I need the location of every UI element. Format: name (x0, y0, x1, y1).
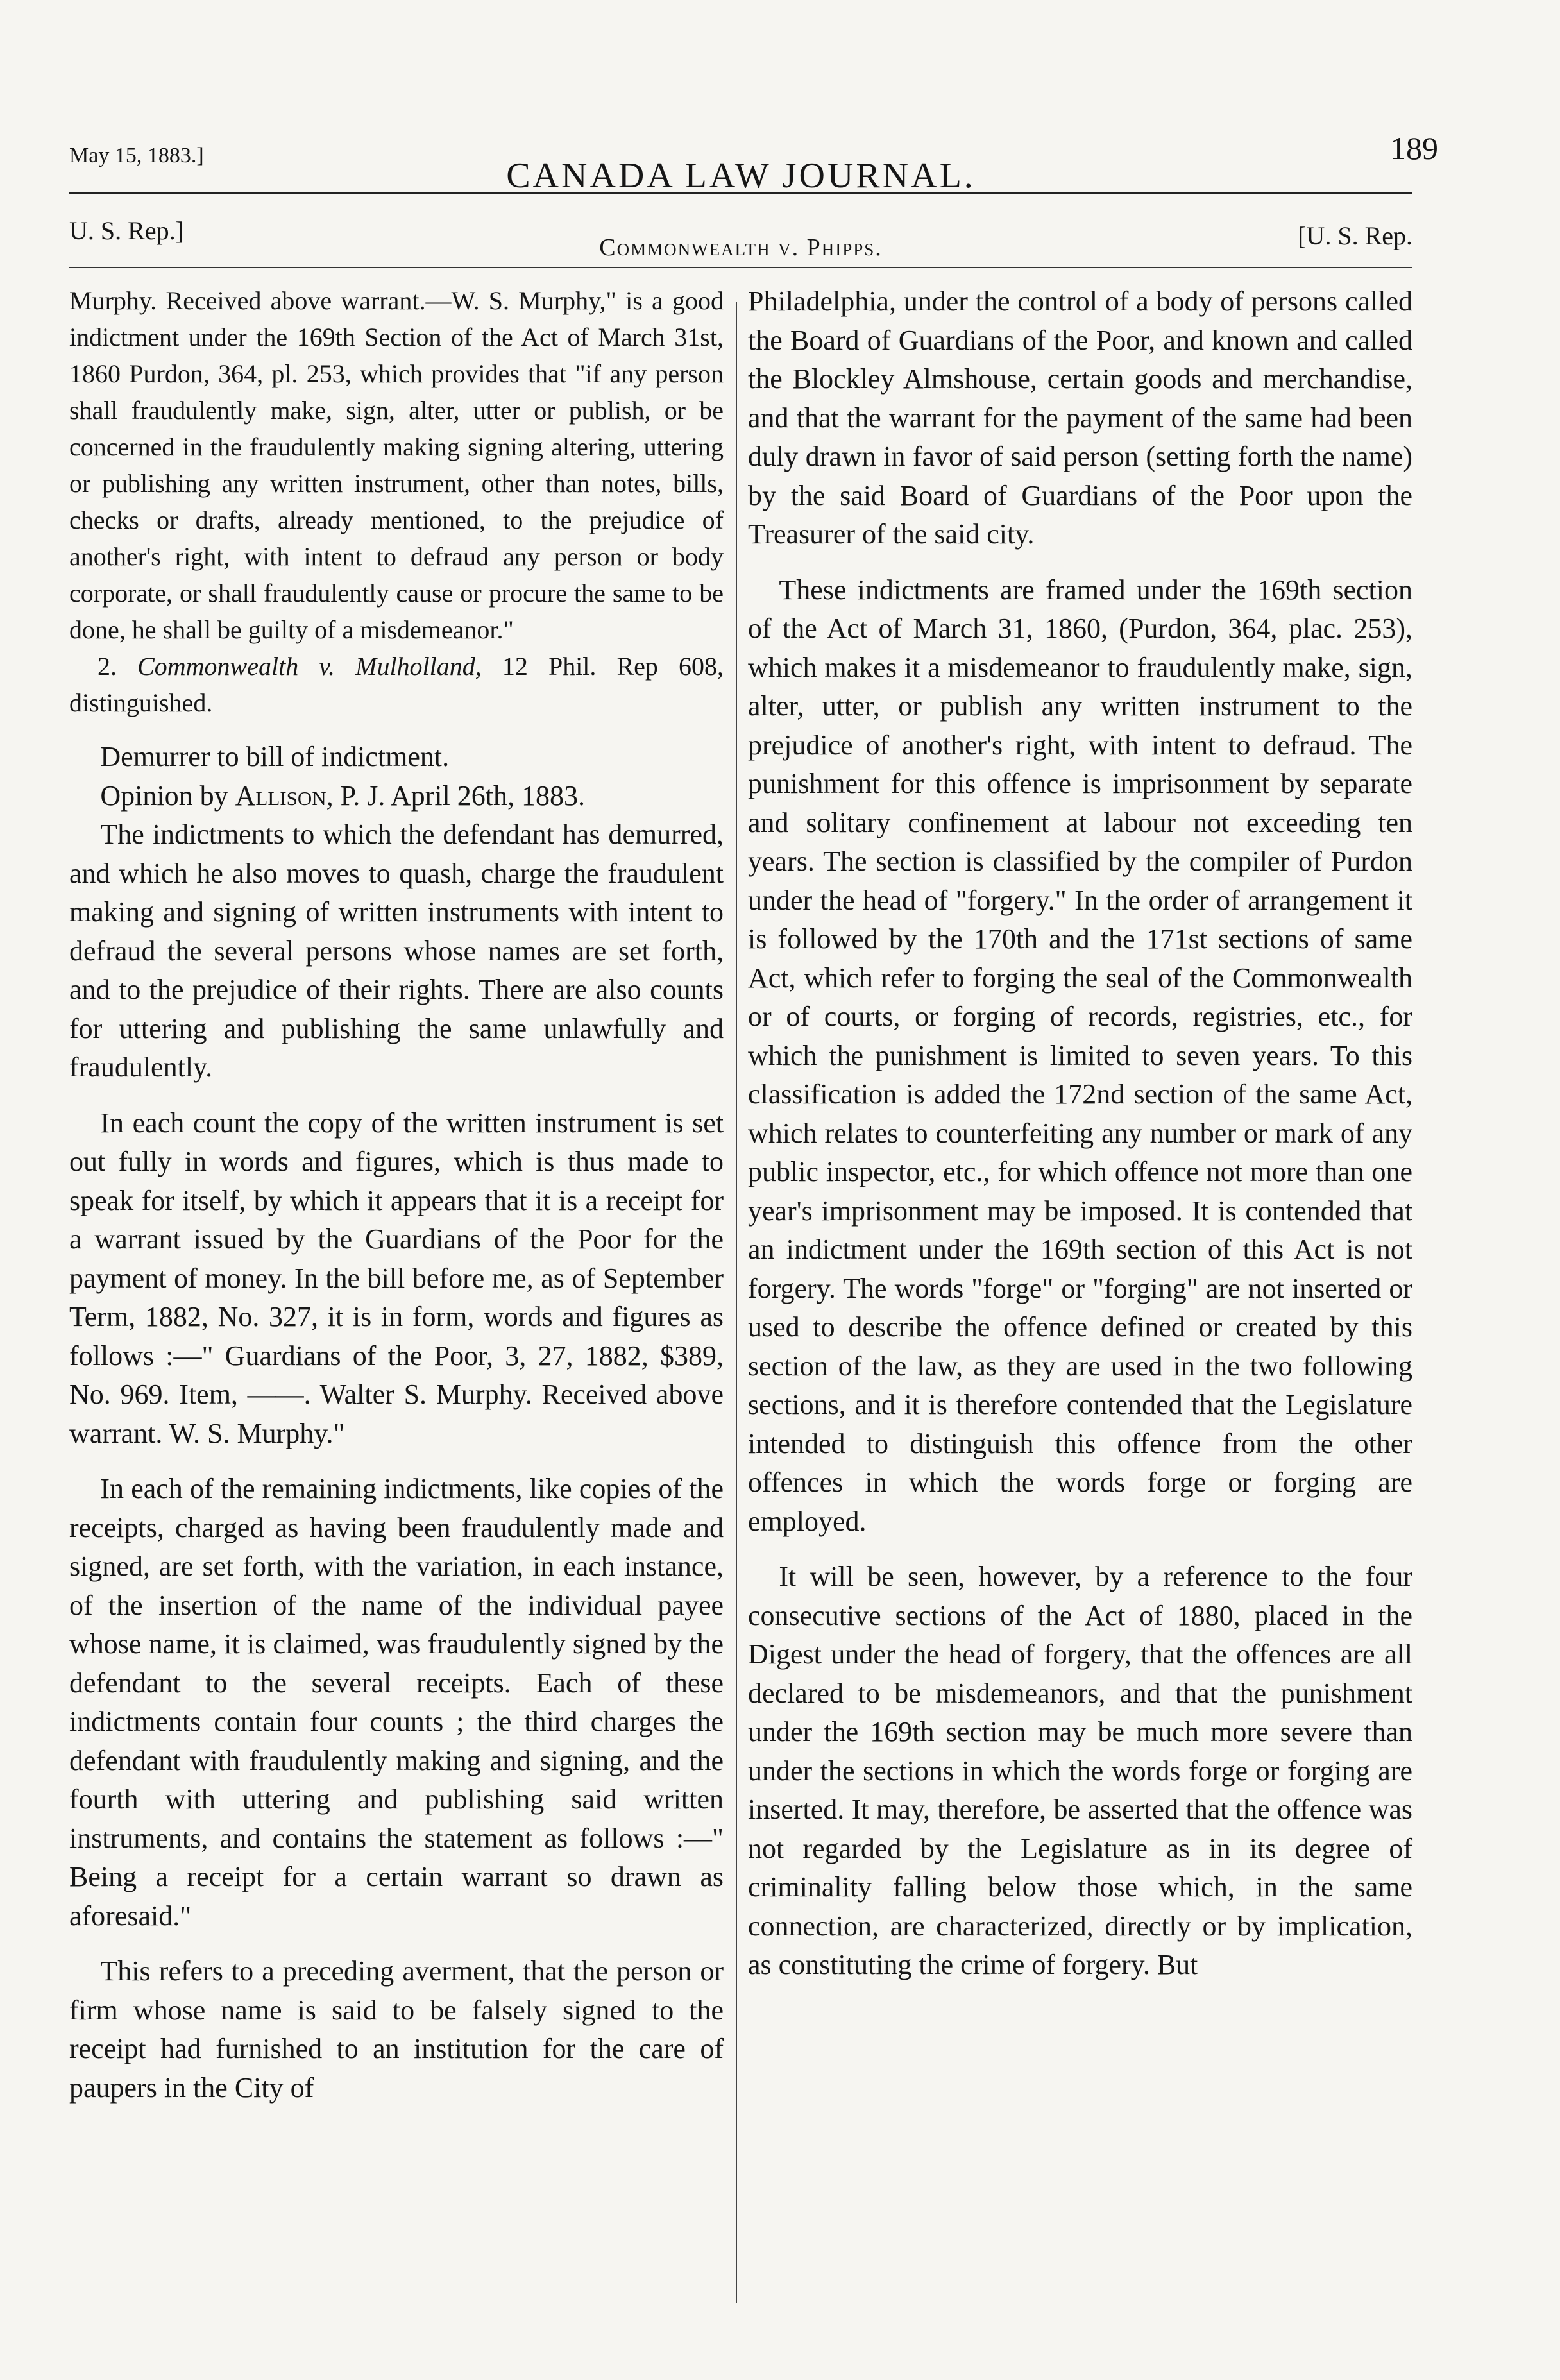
paragraph: In each of the remaining indictments, like copies of the receipts, charged as having been fraudulently made and signed, are set forth, with the variation, in each instance, of the insertion of the name of the individual payee whose name, it is claimed, was fraudulently signed by the defendant to the several receipts. Each of these indictments contain four counts ; the third charges the defendant with fraudulently making and signing, and the fourth with uttering and publishing said written instruments, and contains the statement as follows :—" Being a receipt for a certain warrant so drawn as aforesaid." (69, 1473, 724, 1932)
headnote-2-case: Commonwealth v. Mulholland, (137, 652, 482, 681)
paragraph: In each count the copy of the written instrument is set out fully in words and figures, which is thus made to speak for itself, by which it appears that it is a receipt for a warrant issued by the Guardians of the Poor for the payment of money. In the bill before me, as of September Term, 1882, No. 327, it is in form, words and figures as follows :—" Guardians of the Poor, 3, 27, 1882, $389, No. 969. Item, ——. Walter S. Murphy. Received above warrant. W. S. Murphy." (69, 1107, 724, 1449)
opinion-prefix: Opinion by (100, 779, 228, 812)
headnote-2-rest: 12 Phil. Rep 608, distinguished. (69, 652, 724, 717)
opinion-date: April 26th, 1883. (390, 779, 586, 812)
page-number: 189 (1390, 130, 1438, 166)
journal-title: CANADA LAW JOURNAL. (506, 156, 976, 196)
report-label-left: U. S. Rep.] (69, 216, 184, 245)
column-divider (736, 302, 737, 2303)
left-column (69, 282, 724, 2107)
headnote-2-number: 2. (98, 652, 117, 681)
headnote-1: Murphy. Received above warrant.—W. S. Murphy," is a good indictment under the 169th Section of the Act of March 31st, 1860 Purdon, 364, pl. 253, which provides that "if any person shall fraudulently make, sign, alter, utter or publish, or be concerned in the fraudulently making signing altering, uttering or publishing any written instrument, other than notes, bills, checks or drafts, already mentioned, to the prejudice of another's right, with intent to defraud any person or body corporate, or shall fraudulently cause or procure the same to be done, he shall be guilty of a misdemeanor." (69, 286, 724, 644)
paragraph: These indictments are framed under the 169th section of the Act of March 31, 1860, (Purdon, 364, plac. 253), which makes it a misdemeanor to fraudulently make, sign, alter, utter, or publish any written instrument to the prejudice of another's right, with intent to defraud. The punishment for this offence is imprisonment by separate and solitary confinement at labour not exceeding ten years. The section is classified by the compiler of Purdon under the head of "forgery." In the order of arrangement it is followed by the 170th and the 171st sections of same Act, which refer to forging the seal of the Commonwealth or of courts, or forging of records, registries, etc., for which the punishment is limited to seven years. To this classification is added the 172nd section of the same Act, which relates to counterfeiting any number or mark of any public inspector, etc., for which offence not more than one year's imprisonment may be imposed. It is contended that an indictment under the 169th section of this Act is not forgery. The words "forge" or "forging" are not inserted or used to describe the offence defined or created by this section of the law, as they are used in the two following sections, and it is therefore contended that the Legislature intended to distinguish this offence from the other offences in which the words forge or forging are employed. (748, 574, 1412, 1537)
headnote-2 (69, 648, 724, 721)
running-header (69, 130, 1438, 196)
demurrer-line: Demurrer to bill of indictment. (100, 741, 450, 772)
opinion-judge: Allison, P. J. (235, 779, 386, 812)
issue-date: May 15, 1883.] (69, 144, 204, 167)
paragraph: This refers to a preceding averment, that the person or firm whose name is said to be falsely signed to the receipt had furnished to an institution for the care of paupers in the City of (69, 1955, 724, 2104)
case-title: Commonwealth v. Phipps. (599, 234, 883, 261)
paragraph: Philadelphia, under the control of a body of persons called the Board of Guardians of the Poor, and known and called the Blockley Almshouse, certain goods and merchandise, and that the warrant for the payment of the same had been duly drawn in favor of said person (setting forth the name) by the said Board of Guardians of the Poor upon the Treasurer of the said city. (748, 285, 1412, 550)
right-column (748, 282, 1412, 1985)
paragraph: It will be seen, however, by a reference to the four consecutive sections of the Act of 1880, placed in the Digest under the head of forgery, that the offences are all declared to be misdemeanors, and that the punishment under the 169th section may be much more severe than under the sections in which the words forge or forging are inserted. It may, therefore, be asserted that the offence was not regarded by the Legislature as in its degree of criminality falling below those which, in the same connection, are characterized, directly or by implication, as constituting the crime of forgery. But (748, 1561, 1412, 1980)
paragraph: The indictments to which the defendant has demurred, and which he also moves to quash, charge the fraudulent making and signing of written instruments with intent to defraud the several persons whose names are set forth, and to the prejudice of their rights. There are also counts for uttering and publishing the same unlawfully and fraudulently. (69, 819, 724, 1083)
report-label-right: [U. S. Rep. (1298, 221, 1412, 250)
opinion-line (69, 777, 724, 816)
case-header (69, 200, 1412, 268)
